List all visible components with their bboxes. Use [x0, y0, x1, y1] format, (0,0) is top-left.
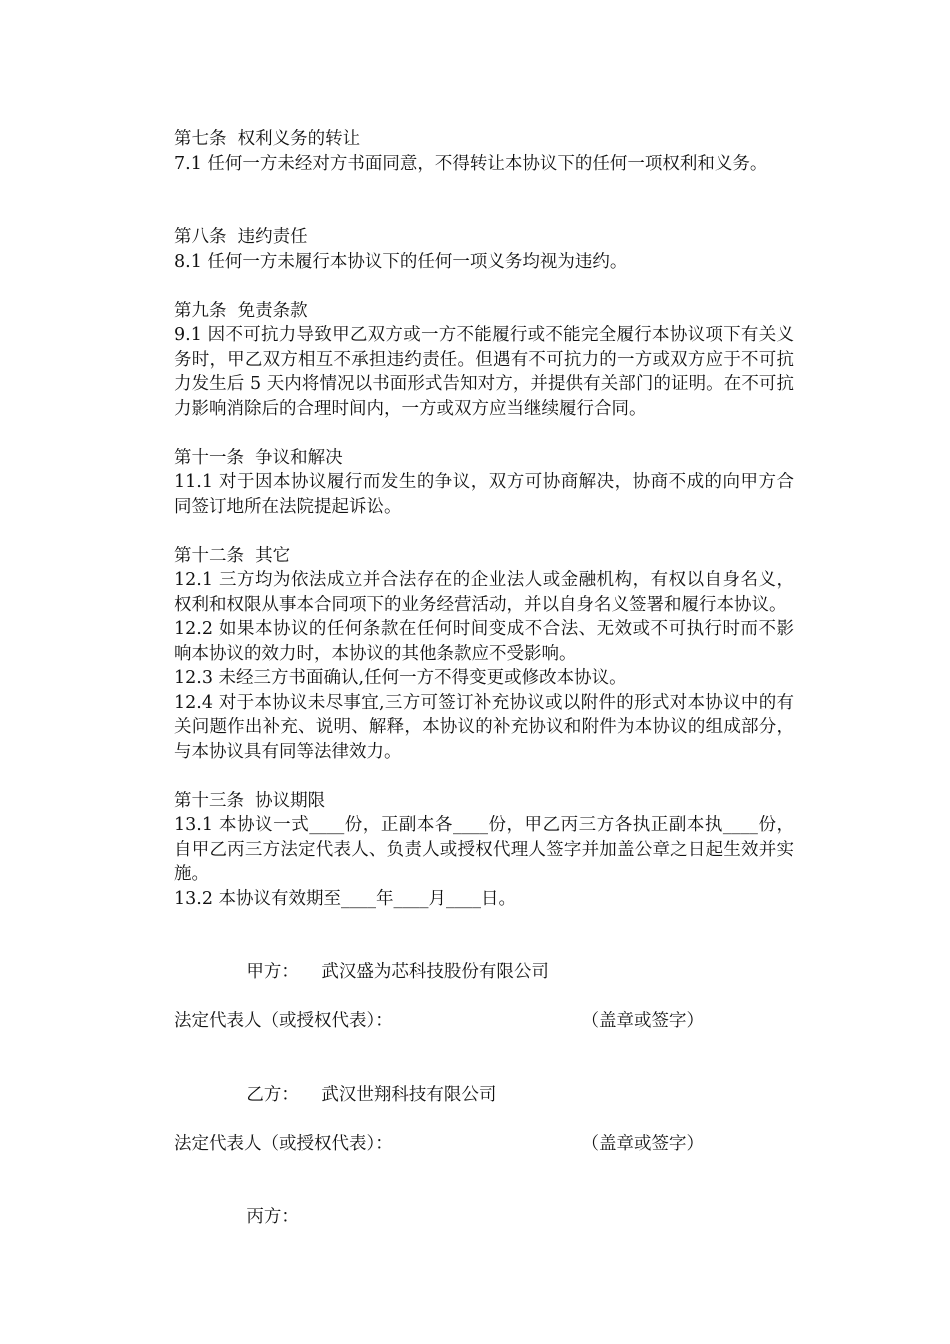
spacer: [174, 274, 794, 299]
clause-12-4: 12.4 对于本协议未尽事宜,三方可签订补充协议或以附件的形式对本协议中的有关问题作出补充、说明、解释，本协议的补充协议和附件为本协议的组成部分，与本协议具有同等法律效力。: [174, 692, 794, 762]
clause-12-1: 12.1 三方均为依法成立并合法存在的企业法人或金融机构，有权以自身名义，权利和权限从事本合同项下的业务经营活动，并以自身名义签署和履行本协议。: [174, 570, 794, 615]
signature-party-b: [174, 1058, 794, 1156]
clause-8-1: 8.1 任何一方未履行本协议下的任何一项义务均视为违约。: [174, 251, 628, 272]
spacer: [174, 176, 794, 225]
party-b-seal-note: （盖章或签字）: [581, 1133, 704, 1154]
section-heading: 第七条 权利义务的转让: [174, 129, 361, 149]
party-b-label: 乙方：: [246, 1084, 299, 1105]
section-7: [174, 127, 794, 176]
signature-party-a: [174, 936, 794, 1034]
section-heading: 第十一条 争议和解决: [174, 447, 343, 468]
spacer: [174, 519, 794, 544]
party-a-line: [174, 936, 794, 1010]
section-heading: 第十二条 其它: [174, 545, 291, 566]
party-a-label: 甲方：: [246, 962, 299, 982]
party-b-rep-label: 法定代表人（或授权代表）：: [174, 1133, 393, 1154]
clause-12-2: 12.2 如果本协议的任何条款在任何时间变成不合法、无效或不可执行时而不影响本协议的效力时，本协议的其他条款应不受影响。: [174, 619, 794, 664]
party-b-rep-line: [174, 1132, 704, 1157]
party-c-label: 丙方：: [246, 1207, 299, 1227]
clause-9-1: 9.1 因不可抗力导致甲乙双方或一方不能履行或不能完全履行本协议项下有关义务时，甲乙双方相互不承担违约责任。但遇有不可抗力的一方或双方应于不可抗力发生后 5 天内将情况以书面形式告知对方，并提供有关部门的证明。在不可抗力影响消除后的合理时间内，一方或双方应当继续履行合同。: [174, 325, 794, 419]
party-b-line: [174, 1058, 794, 1132]
party-c-line: [174, 1181, 794, 1255]
section-heading: 第十三条 协议期限: [174, 790, 326, 811]
section-9: [174, 299, 794, 422]
spacer: [174, 764, 794, 789]
party-a-rep-label: 法定代表人（或授权代表）：: [174, 1011, 393, 1031]
signature-party-c: [174, 1181, 794, 1255]
section-heading: 第八条 违约责任: [174, 227, 308, 247]
clause-13-1: 13.1 本协议一式____份，正副本各____份，甲乙丙三方各执正副本执____份，自甲乙丙三方法定代表人、负责人或授权代理人签字并加盖公章之日起生效并实施。: [174, 815, 794, 884]
clause-11-1: 11.1 对于因本协议履行而发生的争议，双方可协商解决，协商不成的向甲方合同签订地所在法院提起诉讼。: [174, 472, 794, 517]
section-11: [174, 446, 794, 520]
section-8: [174, 225, 794, 274]
contract-page: [174, 127, 794, 1254]
clause-12-3: 12.3 未经三方书面确认,任何一方不得变更或修改本协议。: [174, 668, 627, 688]
spacer: [174, 1034, 794, 1059]
party-a-name: 武汉盛为芯科技股份有限公司: [321, 962, 549, 982]
party-a-seal-note: （盖章或签字）: [581, 1011, 704, 1031]
party-a-rep-line: [174, 1009, 704, 1034]
clause-7-1: 7.1 任何一方未经对方书面同意，不得转让本协议下的任何一项权利和义务。: [174, 153, 768, 174]
spacer: [174, 1156, 794, 1181]
section-heading: 第九条 免责条款: [174, 300, 308, 321]
party-b-name: 武汉世翔科技有限公司: [321, 1084, 497, 1105]
section-13: [174, 789, 794, 912]
spacer: [174, 911, 794, 936]
section-12: [174, 544, 794, 765]
spacer: [174, 421, 794, 446]
clause-13-2: 13.2 本协议有效期至____年____月____日。: [174, 888, 517, 909]
